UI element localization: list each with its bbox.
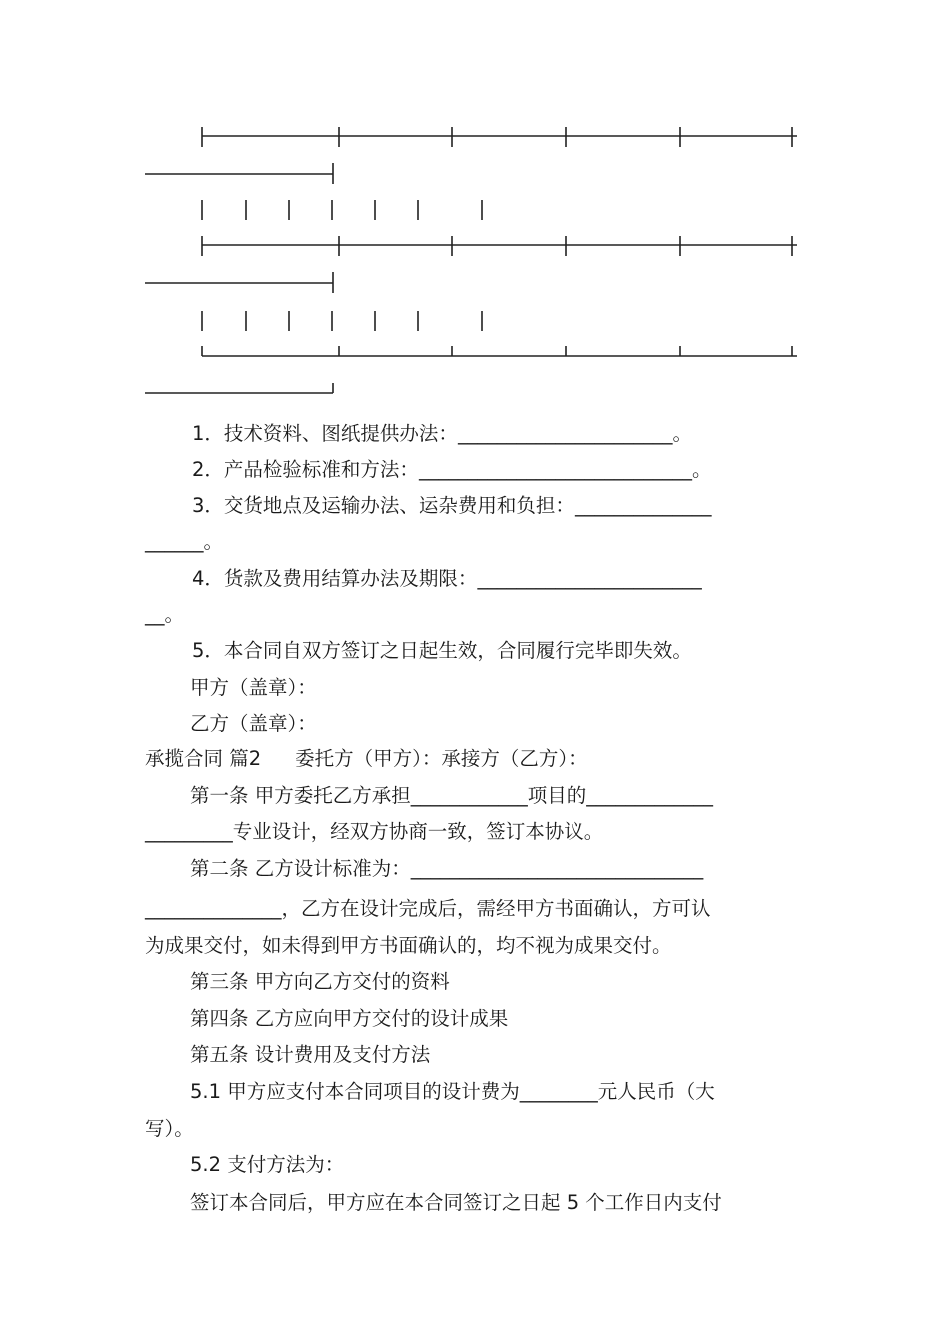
item-text: 货款及费用结算办法及期限： — [223, 567, 478, 590]
article-text: ，乙方在设计完成后，需经甲方书面确认，方可认 — [281, 897, 711, 920]
fill-blank[interactable]: ____________ — [410, 784, 528, 807]
article-2-continued-2: 为成果交付，如未得到甲方书面确认的，均不视为成果交付。 — [145, 934, 672, 957]
fill-blank[interactable]: ______ — [145, 530, 204, 553]
article-text: 第二条 乙方设计标准为： — [190, 857, 411, 880]
fill-blank[interactable]: _____________ — [586, 784, 713, 807]
section-heading-line — [145, 747, 588, 771]
item-number: 2． — [192, 458, 224, 481]
fill-blank[interactable]: __ — [145, 603, 165, 626]
fill-blank[interactable]: ______________ — [574, 494, 712, 517]
article-1 — [190, 784, 713, 808]
party-a-seal: 甲方（盖章）： — [190, 676, 317, 699]
item-3 — [192, 494, 711, 518]
section-parties: 委托方（甲方）：承接方（乙方）： — [295, 747, 588, 770]
article-2-continued — [145, 897, 711, 921]
item-4-continued — [145, 603, 184, 627]
item-number: 5． — [192, 639, 224, 662]
fill-blank[interactable]: ______________ — [145, 897, 282, 920]
fill-blank[interactable]: ________ — [519, 1080, 598, 1103]
item-3-continued — [145, 530, 223, 554]
item-number: 1． — [192, 422, 224, 445]
item-text: 本合同自双方签订之日起生效，合同履行完毕即失效。 — [223, 639, 692, 662]
item-text: 技术资料、图纸提供办法： — [223, 422, 458, 445]
section-heading: 承揽合同 篇2 — [145, 747, 262, 770]
fill-blank[interactable]: ______________________________ — [410, 857, 704, 880]
article-1-continued — [145, 820, 603, 844]
article-5: 第五条 设计费用及支付方法 — [190, 1043, 431, 1066]
item-number: 3． — [192, 494, 224, 517]
fill-blank[interactable]: ______________________ — [457, 422, 673, 445]
article-3: 第三条 甲方向乙方交付的资料 — [190, 970, 450, 993]
article-text: 项目的 — [527, 784, 587, 807]
party-b-seal: 乙方（盖章）： — [190, 712, 317, 735]
fill-blank[interactable]: _______________________ — [477, 567, 702, 590]
punctuation: 。 — [691, 458, 712, 481]
clause-text: 元人民币（大 — [597, 1080, 715, 1103]
clause-5-1-continued: 写）。 — [145, 1117, 194, 1140]
item-1 — [192, 422, 692, 446]
fill-blank[interactable]: _________ — [145, 820, 233, 843]
article-2 — [190, 857, 703, 881]
punctuation: 。 — [203, 530, 224, 553]
item-4 — [192, 567, 702, 591]
clause-5-1 — [190, 1080, 715, 1104]
fill-blank[interactable]: ____________________________ — [418, 458, 692, 481]
item-number: 4． — [192, 567, 224, 590]
article-text: 第一条 甲方委托乙方承担 — [190, 784, 411, 807]
punctuation: 。 — [672, 422, 692, 445]
article-4: 第四条 乙方应向甲方交付的设计成果 — [190, 1007, 509, 1030]
punctuation: 。 — [164, 603, 185, 626]
clause-5-2: 5.2 支付方法为： — [190, 1153, 345, 1176]
item-2 — [192, 458, 711, 482]
item-text: 产品检验标准和方法： — [223, 458, 419, 481]
item-text: 交货地点及运输办法、运杂费用和负担： — [223, 494, 575, 517]
clause-text: 5.1 甲方应支付本合同项目的设计费为 — [190, 1080, 520, 1103]
article-text: 专业设计，经双方协商一致，签订本协议。 — [232, 820, 604, 843]
item-5 — [192, 639, 692, 663]
form-table-grid — [0, 0, 950, 400]
payment-terms: 签订本合同后，甲方应在本合同签订之日起 5 个工作日内支付 — [190, 1191, 722, 1214]
